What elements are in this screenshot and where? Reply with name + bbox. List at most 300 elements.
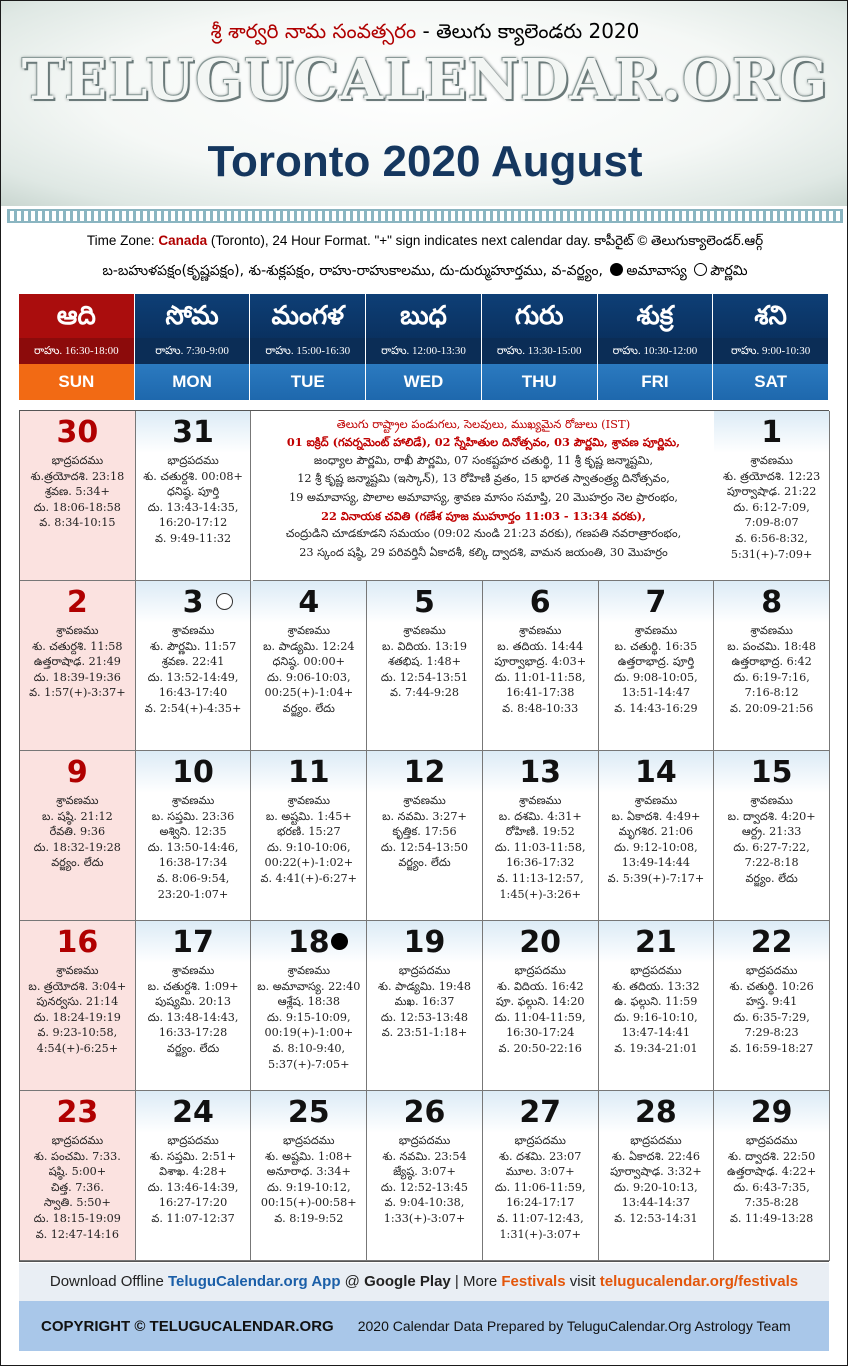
panchang-line: వ. 20:09-21:56 — [729, 701, 814, 715]
day-cell — [599, 751, 715, 921]
panchang-line: దు. 12:54-13:50 — [380, 840, 469, 854]
weekday-telugu: బుధ — [366, 294, 481, 338]
day-number: 7 — [645, 585, 667, 620]
panchang-details — [599, 963, 714, 1057]
rahukalam-time: రాహు. 9:00-10:30 — [713, 338, 828, 364]
day-cell — [136, 921, 252, 1091]
festival-line: 12 శ్రీ కృష్ణ జన్మాష్టమి (ఇస్కాన్), 13 రోహిణి వ్రతం, 15 భారత స్వాతంత్ర్య దినోత్సవం, — [297, 472, 670, 486]
panchang-line: దు. 13:46-14:39, — [147, 1180, 239, 1194]
panchang-line: భాద్రపదము — [167, 454, 219, 467]
panchang-line: దు. 9:20-10:13, — [614, 1180, 698, 1194]
day-cell — [367, 1091, 483, 1261]
panchang-line: భరణి. 15:27 — [276, 825, 341, 839]
panchang-line: బ. పంచమి. 18:48 — [727, 639, 817, 653]
day-number: 10 — [172, 755, 214, 790]
festivals-box — [253, 411, 715, 581]
panchang-line: శ్రవణ. 5:34+ — [44, 485, 110, 499]
day-number: 4 — [298, 585, 320, 620]
panchang-line: దు. 13:43-14:35, — [147, 500, 239, 514]
panchang-line: రేవతి. 9:36 — [49, 825, 106, 839]
day-cell — [714, 581, 830, 751]
panchang-line: శు. పౌర్ణమి. 11:57 — [149, 639, 237, 653]
panchang-line: వ. 9:49-11:32 — [154, 531, 232, 545]
weekday-english: MON — [135, 364, 250, 400]
panchang-line: ఆర్ద్ర. 21:33 — [741, 825, 802, 839]
panchang-line: 00:25(+)-1:04+ — [264, 686, 354, 700]
panchang-line: ఆశ్లేష. 18:38 — [277, 995, 340, 1009]
panchang-line: శు. చతుర్దశి. 00:08+ — [143, 469, 243, 483]
panchang-line: వ. 8:06-9:54, — [156, 871, 230, 885]
day-number: 11 — [287, 755, 330, 790]
weekday-column — [366, 294, 482, 400]
panchang-line: దు. 18:32-19:28 — [33, 840, 121, 854]
panchang-details — [714, 963, 829, 1057]
panchang-line: శు. తదియ. 13:32 — [612, 979, 700, 993]
panchang-line: దు. 9:12-10:08, — [614, 840, 698, 854]
panchang-details — [714, 793, 829, 887]
panchang-line: దు. 12:53-13:48 — [380, 1010, 469, 1024]
panchang-line: 5:31(+)-7:09+ — [730, 547, 813, 561]
panchang-line: వ. 19:34-21:01 — [614, 1041, 698, 1055]
panchang-line: వ. 4:41(+)-6:27+ — [260, 871, 358, 885]
panchang-line: 16:24-17:17 — [506, 1196, 575, 1210]
panchang-line: దు. 6:27-7:22, — [733, 840, 810, 854]
panchang-details — [367, 1133, 482, 1227]
day-cell — [483, 1091, 599, 1261]
day-cell — [483, 751, 599, 921]
download-footer — [19, 1263, 829, 1301]
panchang-line: బ. షష్ఠి. 21:12 — [41, 809, 113, 823]
panchang-line: 16:43-17:40 — [158, 686, 228, 700]
panchang-line: పుష్యమి. 20:13 — [155, 995, 231, 1009]
day-number: 5 — [414, 585, 435, 620]
day-cell — [599, 1091, 715, 1261]
full-moon-icon — [216, 593, 233, 610]
panchang-line: శ్రావణము — [403, 624, 446, 637]
panchang-line: దు. 11:04-11:59, — [494, 1010, 586, 1024]
panchang-line: అనూరాధ. 3:34+ — [266, 1165, 351, 1179]
panchang-details — [367, 793, 482, 871]
festival-line: 23 స్కంద షష్ఠి, 29 పరివర్తినీ ఏకాదశీ, కల్కి ద్వాదశి, వామన జయంతి, 30 మొహర్రం — [299, 545, 668, 559]
panchang-line: రోహిణి. 19:52 — [505, 825, 575, 839]
panchang-line: ధనిష్ఠ. పూర్తి — [166, 485, 220, 499]
day-cell — [251, 581, 367, 751]
panchang-line: దు. 18:24-19:19 — [33, 1010, 121, 1024]
day-cell — [367, 921, 483, 1091]
panchang-details — [136, 453, 251, 547]
panchang-line: ఉత్తరాభాద్ర. పూర్తి — [617, 655, 695, 669]
panchang-line: భాద్రపదము — [51, 1134, 104, 1147]
panchang-line: దు. 18:39-19:36 — [33, 670, 121, 684]
panchang-line: 16:41-17:38 — [506, 686, 575, 700]
day-number: 30 — [56, 415, 99, 450]
panchang-details — [483, 623, 598, 717]
panchang-details — [599, 793, 714, 887]
panchang-details — [251, 793, 366, 887]
panchang-line: వ. 12:53-14:31 — [614, 1211, 698, 1225]
panchang-line: దు. 11:01-11:58, — [494, 670, 586, 684]
panchang-details — [483, 793, 598, 902]
weekday-english: FRI — [598, 364, 713, 400]
rahukalam-time: రాహు. 15:00-16:30 — [250, 338, 365, 364]
panchang-line: శు. ఏకాదశి. 22:46 — [611, 1149, 701, 1163]
panchang-line: భాద్రపదము — [398, 1134, 451, 1147]
day-cell — [367, 581, 483, 751]
panchang-details — [136, 1133, 251, 1227]
footer-visit: visit — [565, 1273, 600, 1290]
panchang-line: బ. విదియ. 13:19 — [381, 639, 468, 653]
panchang-line: ఉత్తరాభాద్ర. 6:42 — [731, 655, 812, 669]
day-cell — [599, 921, 715, 1091]
panchang-line: ఉత్తరాషాఢ. 21:49 — [33, 655, 121, 669]
panchang-details — [136, 623, 251, 717]
weekday-column — [713, 294, 829, 400]
legend-text: బ-బహుళపక్షం(కృష్ణపక్షం), శు-శుక్లపక్షం, రాహు-రాహుకాలము, దు-దుర్ముహూర్తము, వ-వర్జ్యం, — [102, 263, 603, 279]
timezone-line — [1, 233, 848, 252]
page-title: Toronto 2020 August — [207, 137, 643, 186]
weekday-telugu: మంగళ — [250, 294, 365, 338]
panchang-line: శ్రావణము — [56, 624, 99, 637]
panchang-line: షష్ఠి. 5:00+ — [48, 1165, 107, 1179]
panchang-details — [714, 453, 829, 562]
panchang-details — [714, 623, 829, 717]
festival-line: జంధ్యాల పౌర్ణమి, రాఖీ పౌర్ణమి, 07 సంకష్టహర చతుర్థి, 11 శ్రీ కృష్ణ జన్మాష్టమి, — [313, 453, 654, 467]
panchang-line: వ. 5:39(+)-7:17+ — [607, 871, 705, 885]
panchang-line: 1:31(+)-3:07+ — [499, 1227, 581, 1241]
footer-download-text: Download Offline — [49, 1273, 168, 1290]
festival-line: 01 ఐక్రిద్ (గవర్నమెంట్ హాలిడే), 02 స్నేహితుల దినోత్సవం, 03 పౌర్ణమి, శ్రావణ పూర్ణిమ, — [286, 435, 681, 450]
panchang-line: మూల. 3:07+ — [505, 1165, 575, 1179]
samvatsaram-line — [1, 19, 848, 48]
day-cell — [20, 1091, 136, 1261]
day-number: 27 — [519, 1095, 562, 1130]
calendar-grid — [19, 410, 829, 1262]
day-cell — [251, 1091, 367, 1261]
panchang-line: వ. 11:49-13:28 — [729, 1211, 814, 1225]
weekday-column — [250, 294, 366, 400]
weekday-english: THU — [482, 364, 597, 400]
panchang-line: శ్రావణము — [750, 624, 793, 637]
weekday-english: TUE — [250, 364, 365, 400]
festivals-url-link[interactable]: telugucalendar.org/festivals — [599, 1273, 799, 1290]
panchang-line: పూ. ఫల్గుని. 14:20 — [495, 995, 585, 1009]
day-number: 21 — [635, 925, 677, 960]
festival-line: 19 అమావాస్య, పొలాల అమావాస్య, శ్రావణ మాసం సమాప్తి, 20 మొహర్రం నెల ప్రారంభం, — [288, 490, 679, 504]
panchang-details — [20, 1133, 135, 1242]
festival-line: చంద్రుడిని చూడకూడని సమయం (09:02 నుండి 21:23 వరకు), గణపతి నవరాత్రారంభం, — [285, 527, 682, 541]
footer-at: @ — [340, 1273, 365, 1290]
panchang-line: దు. 13:52-14:49, — [147, 670, 239, 684]
panchang-line: 16:20-17:12 — [158, 516, 228, 530]
festivals-link[interactable]: Festivals — [501, 1273, 566, 1290]
day-number: 14 — [635, 755, 677, 790]
panchang-line: భాద్రపదము — [514, 964, 566, 977]
panchang-line: శు. సప్తమి. 2:51+ — [149, 1149, 237, 1163]
panchang-line: వ. 23:51-1:18+ — [381, 1026, 468, 1040]
panchang-line: శు. అష్టమి. 1:08+ — [265, 1149, 353, 1163]
day-number: 23 — [56, 1095, 99, 1130]
weekday-english: WED — [366, 364, 481, 400]
panchang-details — [251, 963, 366, 1072]
panchang-line: భాద్రపదము — [283, 1134, 335, 1147]
weekday-english: SAT — [713, 364, 828, 400]
panchang-line: బ. ద్వాదశి. 4:20+ — [727, 809, 816, 823]
day-number: 22 — [750, 925, 793, 960]
weekday-telugu: శుక్ర — [598, 294, 713, 338]
day-cell — [136, 411, 252, 581]
day-number: 29 — [750, 1095, 793, 1130]
day-number: 6 — [529, 585, 551, 620]
panchang-line: బ. త్రయోదశి. 3:04+ — [28, 979, 127, 993]
panchang-line: శ్రావణము — [518, 794, 562, 807]
day-number: 19 — [403, 925, 446, 960]
weekday-column — [482, 294, 598, 400]
day-cell — [251, 921, 367, 1091]
panchang-details — [136, 793, 251, 902]
panchang-details — [367, 623, 482, 701]
weekday-telugu: ఆది — [19, 294, 134, 338]
panchang-line: స్వాతి. 5:50+ — [43, 1196, 111, 1210]
day-number: 16 — [56, 925, 99, 960]
day-cell — [20, 411, 136, 581]
panchang-line: దు. 6:35-7:29, — [733, 1010, 810, 1024]
panchang-details — [483, 963, 598, 1057]
panchang-line: దు. 13:50-14:46, — [147, 840, 239, 854]
prepared-by-text: 2020 Calendar Data Prepared by TeluguCalendar.Org Astrology Team — [357, 1318, 791, 1334]
panchang-line: దు. 6:12-7:09, — [733, 500, 810, 514]
panchang-line: వ. 8:34-10:15 — [39, 516, 116, 530]
copyright-text: COPYRIGHT © TELUGUCALENDAR.ORG — [41, 1318, 334, 1335]
panchang-line: దు. 9:19-10:12, — [266, 1180, 351, 1194]
panchang-line: వ. 8:48-10:33 — [502, 701, 579, 715]
weekday-english: SUN — [19, 364, 134, 400]
panchang-line: వ. 11:07-12:37 — [151, 1211, 235, 1225]
panchang-line: దు. 9:06-10:03, — [266, 670, 351, 684]
footer-more: | More — [450, 1273, 502, 1290]
panchang-line: దు. 13:48-14:43, — [147, 1010, 239, 1024]
new-moon-icon — [610, 263, 623, 276]
panchang-line: 1:45(+)-3:26+ — [499, 887, 581, 901]
panchang-line: శ్రావణము — [750, 454, 793, 467]
app-link[interactable]: TeluguCalendar.org App — [167, 1273, 341, 1290]
panchang-line: 7:22-8:18 — [744, 856, 799, 870]
panchang-line: 5:37(+)-7:05+ — [268, 1057, 350, 1071]
panchang-line: శు. ద్వాదశి. 22:50 — [727, 1149, 816, 1163]
panchang-line: 00:19(+)-1:00+ — [264, 1026, 354, 1040]
day-number: 26 — [403, 1095, 446, 1130]
panchang-details — [367, 963, 482, 1041]
panchang-line: జ్యేష్ఠ. 3:07+ — [393, 1165, 456, 1179]
rahukalam-time: రాహు. 12:00-13:30 — [366, 338, 481, 364]
google-play-link[interactable]: Google Play — [364, 1273, 451, 1290]
panchang-line: వర్జ్యం. లేదు — [166, 1041, 220, 1055]
day-cell — [20, 751, 136, 921]
panchang-line: 00:22(+)-1:02+ — [264, 856, 354, 870]
panchang-line: 16:27-17:20 — [158, 1196, 228, 1210]
panchang-line: శ్రావణము — [287, 624, 330, 637]
panchang-line: దు. 6:43-7:35, — [733, 1180, 810, 1194]
day-cell — [367, 751, 483, 921]
day-number: 13 — [519, 755, 562, 790]
panchang-line: దు. 9:08-10:05, — [614, 670, 698, 684]
panchang-line: 16:33-17:28 — [158, 1026, 228, 1040]
panchang-line: హస్త. 9:41 — [745, 995, 798, 1009]
samvatsaram-name: శ్రీ శార్వరి నామ సంవత్సరం — [210, 19, 417, 43]
panchang-details — [483, 1133, 598, 1242]
panchang-line: 00:15(+)-00:58+ — [260, 1196, 357, 1210]
panchang-line: శు. త్రయోదశి. 12:23 — [723, 469, 821, 483]
panchang-details — [599, 1133, 714, 1227]
panchang-details — [20, 623, 135, 701]
panchang-line: వ. 12:47-14:16 — [35, 1227, 120, 1241]
panchang-line: శ్రావణము — [287, 964, 330, 977]
panchang-line: దు. 12:52-13:45 — [380, 1180, 469, 1194]
panchang-line: మృగశిర. 21:06 — [618, 825, 694, 839]
day-number: 25 — [287, 1095, 330, 1130]
panchang-details — [20, 963, 135, 1057]
panchang-details — [251, 623, 366, 717]
panchang-line: శు. నవమి. 23:54 — [382, 1149, 467, 1163]
rahukalam-time: రాహు. 7:30-9:00 — [135, 338, 250, 364]
panchang-line: 7:16-8:12 — [744, 686, 799, 700]
panchang-line: శ్రావణము — [403, 794, 446, 807]
weekday-telugu: గురు — [482, 294, 597, 338]
panchang-line: పూర్వాభాద్ర. 4:03+ — [494, 655, 587, 669]
panchang-line: బ. తదియ. 14:44 — [497, 639, 584, 653]
panchang-line: భాద్రపదము — [630, 1134, 682, 1147]
panchang-details — [251, 1133, 366, 1227]
full-moon-icon — [694, 263, 707, 276]
panchang-line: 16:38-17:34 — [158, 856, 228, 870]
panchang-line: శ్రావణము — [634, 624, 678, 637]
panchang-line: కృత్తిక. 17:56 — [392, 825, 457, 839]
panchang-line: 16:30-17:24 — [506, 1026, 575, 1040]
panchang-line: శ్రావణము — [287, 794, 330, 807]
panchang-line: దు. 9:16-10:10, — [614, 1010, 698, 1024]
day-number: 17 — [172, 925, 214, 960]
panchang-details — [714, 1133, 829, 1227]
panchang-line: వ. 1:57(+)-3:37+ — [29, 686, 126, 700]
panchang-line: శ్రావణము — [56, 794, 99, 807]
panchang-line: మఖ. 16:37 — [394, 995, 455, 1009]
panchang-line: వ. 11:13-12:57, — [496, 871, 584, 885]
day-number: 24 — [172, 1095, 214, 1130]
panchang-line: శ్రావణము — [750, 794, 793, 807]
panchang-line: వ. 16:59-18:27 — [729, 1041, 814, 1055]
rahukalam-time: రాహు. 10:30-12:00 — [598, 338, 713, 364]
panchang-line: భాద్రపదము — [745, 1134, 798, 1147]
panchang-line: 13:47-14:41 — [621, 1026, 691, 1040]
festivals-heading: తెలుగు రాష్ట్రాల పండుగలు, సెలవులు, ముఖ్యమైన రోజులు (IST) — [336, 417, 631, 431]
calendar-subtitle: - తెలుగు క్యాలెండరు 2020 — [416, 19, 640, 43]
day-number: 28 — [635, 1095, 677, 1130]
panchang-details — [136, 963, 251, 1057]
weekday-header — [19, 294, 829, 400]
panchang-line: వర్జ్యం. లేదు — [282, 701, 335, 715]
panchang-line: దు. 9:10-10:06, — [266, 840, 351, 854]
panchang-details — [20, 453, 135, 531]
day-cell — [714, 411, 830, 581]
panchang-line: శ్రావణము — [171, 624, 215, 637]
panchang-line: 13:49-14:44 — [621, 856, 691, 870]
day-number: 12 — [403, 755, 446, 790]
panchang-line: ధనిష్ఠ. 00:00+ — [272, 655, 345, 669]
legend-full-moon: పౌర్ణమి — [710, 263, 748, 279]
day-number: 3 — [182, 585, 204, 620]
panchang-line: విశాఖ. 4:28+ — [159, 1165, 227, 1179]
panchang-line: 7:29-8:23 — [744, 1026, 799, 1040]
panchang-line: వర్జ్యం. లేదు — [51, 856, 104, 870]
rahukalam-time: రాహు. 16:30-18:00 — [19, 338, 134, 364]
panchang-line: శ్రావణము — [56, 964, 99, 977]
panchang-line: బ. అష్టమి. 1:45+ — [265, 809, 352, 823]
panchang-details — [20, 793, 135, 871]
panchang-line: శతభిష. 1:48+ — [387, 655, 462, 669]
panchang-line: బ. చతుర్థి. 16:35 — [614, 639, 698, 653]
day-number: 2 — [66, 585, 88, 620]
weekday-telugu: శని — [713, 294, 828, 338]
panchang-line: వ. 11:07-12:43, — [496, 1211, 584, 1225]
panchang-line: భాద్రపదము — [167, 1134, 219, 1147]
abbreviation-legend — [1, 263, 848, 282]
panchang-line: దు. 12:54-13:51 — [380, 670, 469, 684]
weekday-telugu: సోమ — [135, 294, 250, 338]
panchang-line: భాద్రపదము — [514, 1134, 566, 1147]
panchang-line: పూర్వాషాఢ. 21:22 — [726, 485, 817, 499]
day-cell — [714, 1091, 830, 1261]
legend-new-moon: అమావాస్య — [626, 263, 687, 279]
panchang-line: పూర్వాషాఢ. 3:32+ — [610, 1165, 702, 1179]
weekday-column — [19, 294, 135, 400]
panchang-line: వర్జ్యం. లేదు — [398, 856, 451, 870]
panchang-line: వ. 8:10-9:40, — [272, 1041, 346, 1055]
panchang-line: దు. 11:03-11:58, — [494, 840, 586, 854]
panchang-line: బ. చతుర్దశి. 1:09+ — [147, 979, 239, 993]
weekday-column — [598, 294, 714, 400]
day-cell — [136, 581, 252, 751]
panchang-line: శ్రావణము — [171, 964, 215, 977]
day-number: 1 — [761, 415, 783, 450]
day-number: 15 — [750, 755, 793, 790]
panchang-line: వ. 9:04-10:38, — [384, 1196, 465, 1210]
panchang-line: వ. 6:56-8:32, — [735, 531, 808, 545]
day-cell — [20, 921, 136, 1091]
day-number: 8 — [761, 585, 783, 620]
day-cell — [136, 1091, 252, 1261]
day-cell — [714, 921, 830, 1091]
panchang-line: బ. నవమి. 3:27+ — [382, 809, 467, 823]
panchang-line: పునర్వసు. 21:14 — [36, 995, 119, 1009]
timezone-prefix: Time Zone: — [86, 233, 159, 248]
panchang-line: వ. 9:23-10:58, — [37, 1026, 118, 1040]
panchang-line: వ. 2:54(+)-4:35+ — [144, 701, 242, 715]
panchang-line: భాద్రపదము — [745, 964, 798, 977]
panchang-line: దు. 6:19-7:16, — [733, 670, 810, 684]
panchang-line: శు. విదియ. 16:42 — [496, 979, 584, 993]
copyright-footer — [19, 1301, 829, 1351]
day-number: 20 — [519, 925, 562, 960]
panchang-line: శు. దశమి. 23:07 — [499, 1149, 582, 1163]
panchang-line: దు. 18:06-18:58 — [33, 500, 121, 514]
panchang-line: 13:44-14:37 — [621, 1196, 691, 1210]
weekday-column — [135, 294, 251, 400]
panchang-line: ఉత్తరాషాఢ. 4:22+ — [727, 1165, 817, 1179]
panchang-line: బ. అమావాస్య. 22:40 — [257, 979, 361, 993]
site-logo[interactable]: TELUGUCALENDAR.ORG — [21, 47, 829, 113]
panchang-line: శు.త్రయోదశి. 23:18 — [30, 469, 125, 483]
timezone-country: Canada — [158, 233, 208, 248]
panchang-line: వ. 8:19-9:52 — [274, 1211, 344, 1225]
